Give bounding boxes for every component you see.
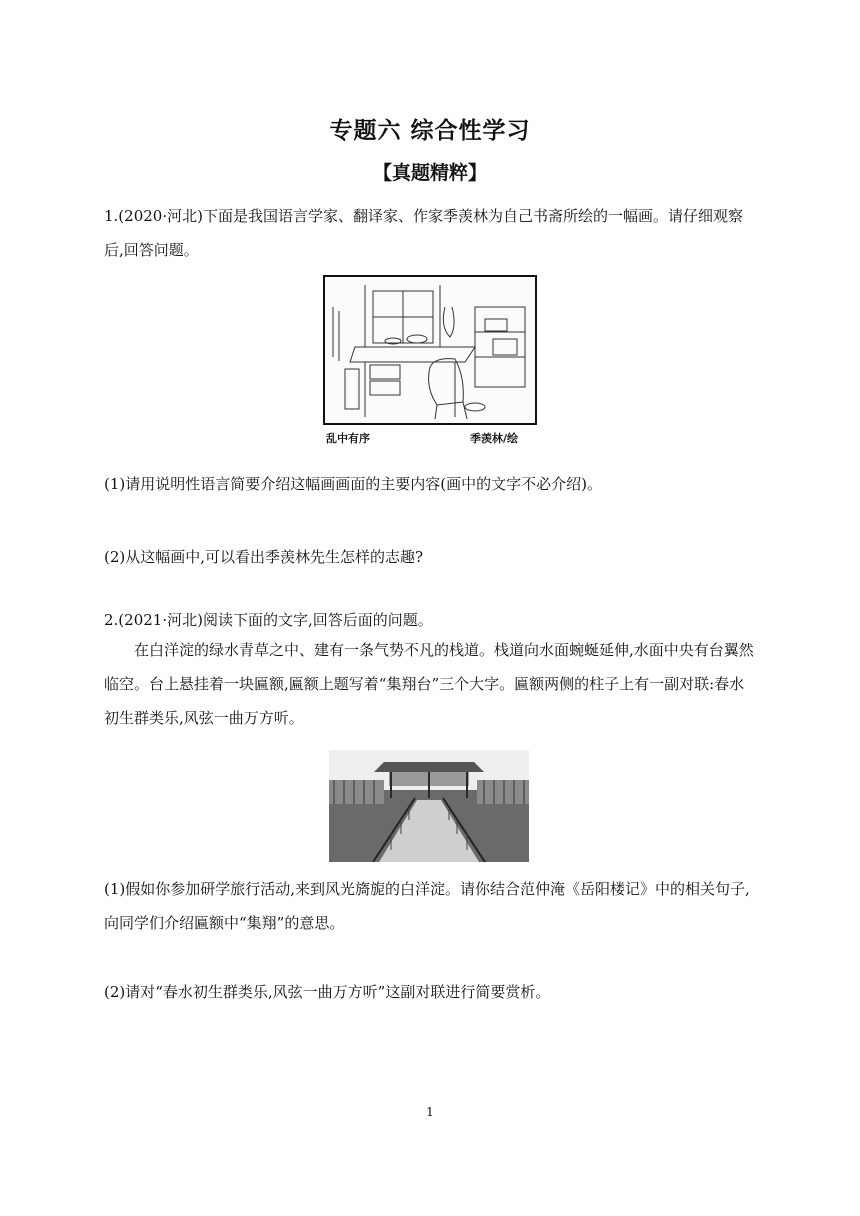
question-2-passage: 在白洋淀的绿水青草之中、建有一条气势不凡的栈道。栈道向水面蜿蜒延伸,水面中央有台翼然临空。台上悬挂着一块匾额,匾额上题写着“集翔台”三个大字。匾额两侧的柱子上有一副对联:春水初生群类乐,风弦一曲万方听。 <box>104 641 754 727</box>
document-title: 专题六 综合性学习 <box>329 118 531 144</box>
page-number: 1 <box>426 1105 434 1119</box>
study-sketch-drawing <box>325 277 535 423</box>
question-1-intro: 1.(2020·河北)下面是我国语言学家、翻译家、作家季羡林为自己书斋所绘的一幅画。请仔细观察后,回答问题。 <box>104 207 743 259</box>
question-1-part-2: (2)从这幅画中,可以看出季羡林先生怎样的志趣? <box>104 548 424 566</box>
question-2-part-1: (1)假如你参加研学旅行活动,来到风光旖旎的白洋淀。请你结合范仲淹《岳阳楼记》中的相关句子,向同学们介绍匾额中“集翔”的意思。 <box>104 880 750 932</box>
section-heading: 【真题精粹】 <box>372 162 487 184</box>
question-1-part-1: (1)请用说明性语言简要介绍这幅画画面的主要内容(画中的文字不必介绍)。 <box>104 475 602 493</box>
question-2-intro: 2.(2021·河北)阅读下面的文字,回答后面的问题。 <box>104 611 433 629</box>
boardwalk-photo <box>329 750 529 862</box>
figure-caption-left: 乱中有序 <box>326 432 370 445</box>
question-2-part-2: (2)请对“春水初生群类乐,风弦一曲万方听”这副对联进行简要赏析。 <box>104 983 551 1001</box>
study-sketch-figure <box>323 275 537 425</box>
figure-caption-right: 季羡林/绘 <box>470 432 519 445</box>
boardwalk-photo-drawing <box>329 750 529 862</box>
